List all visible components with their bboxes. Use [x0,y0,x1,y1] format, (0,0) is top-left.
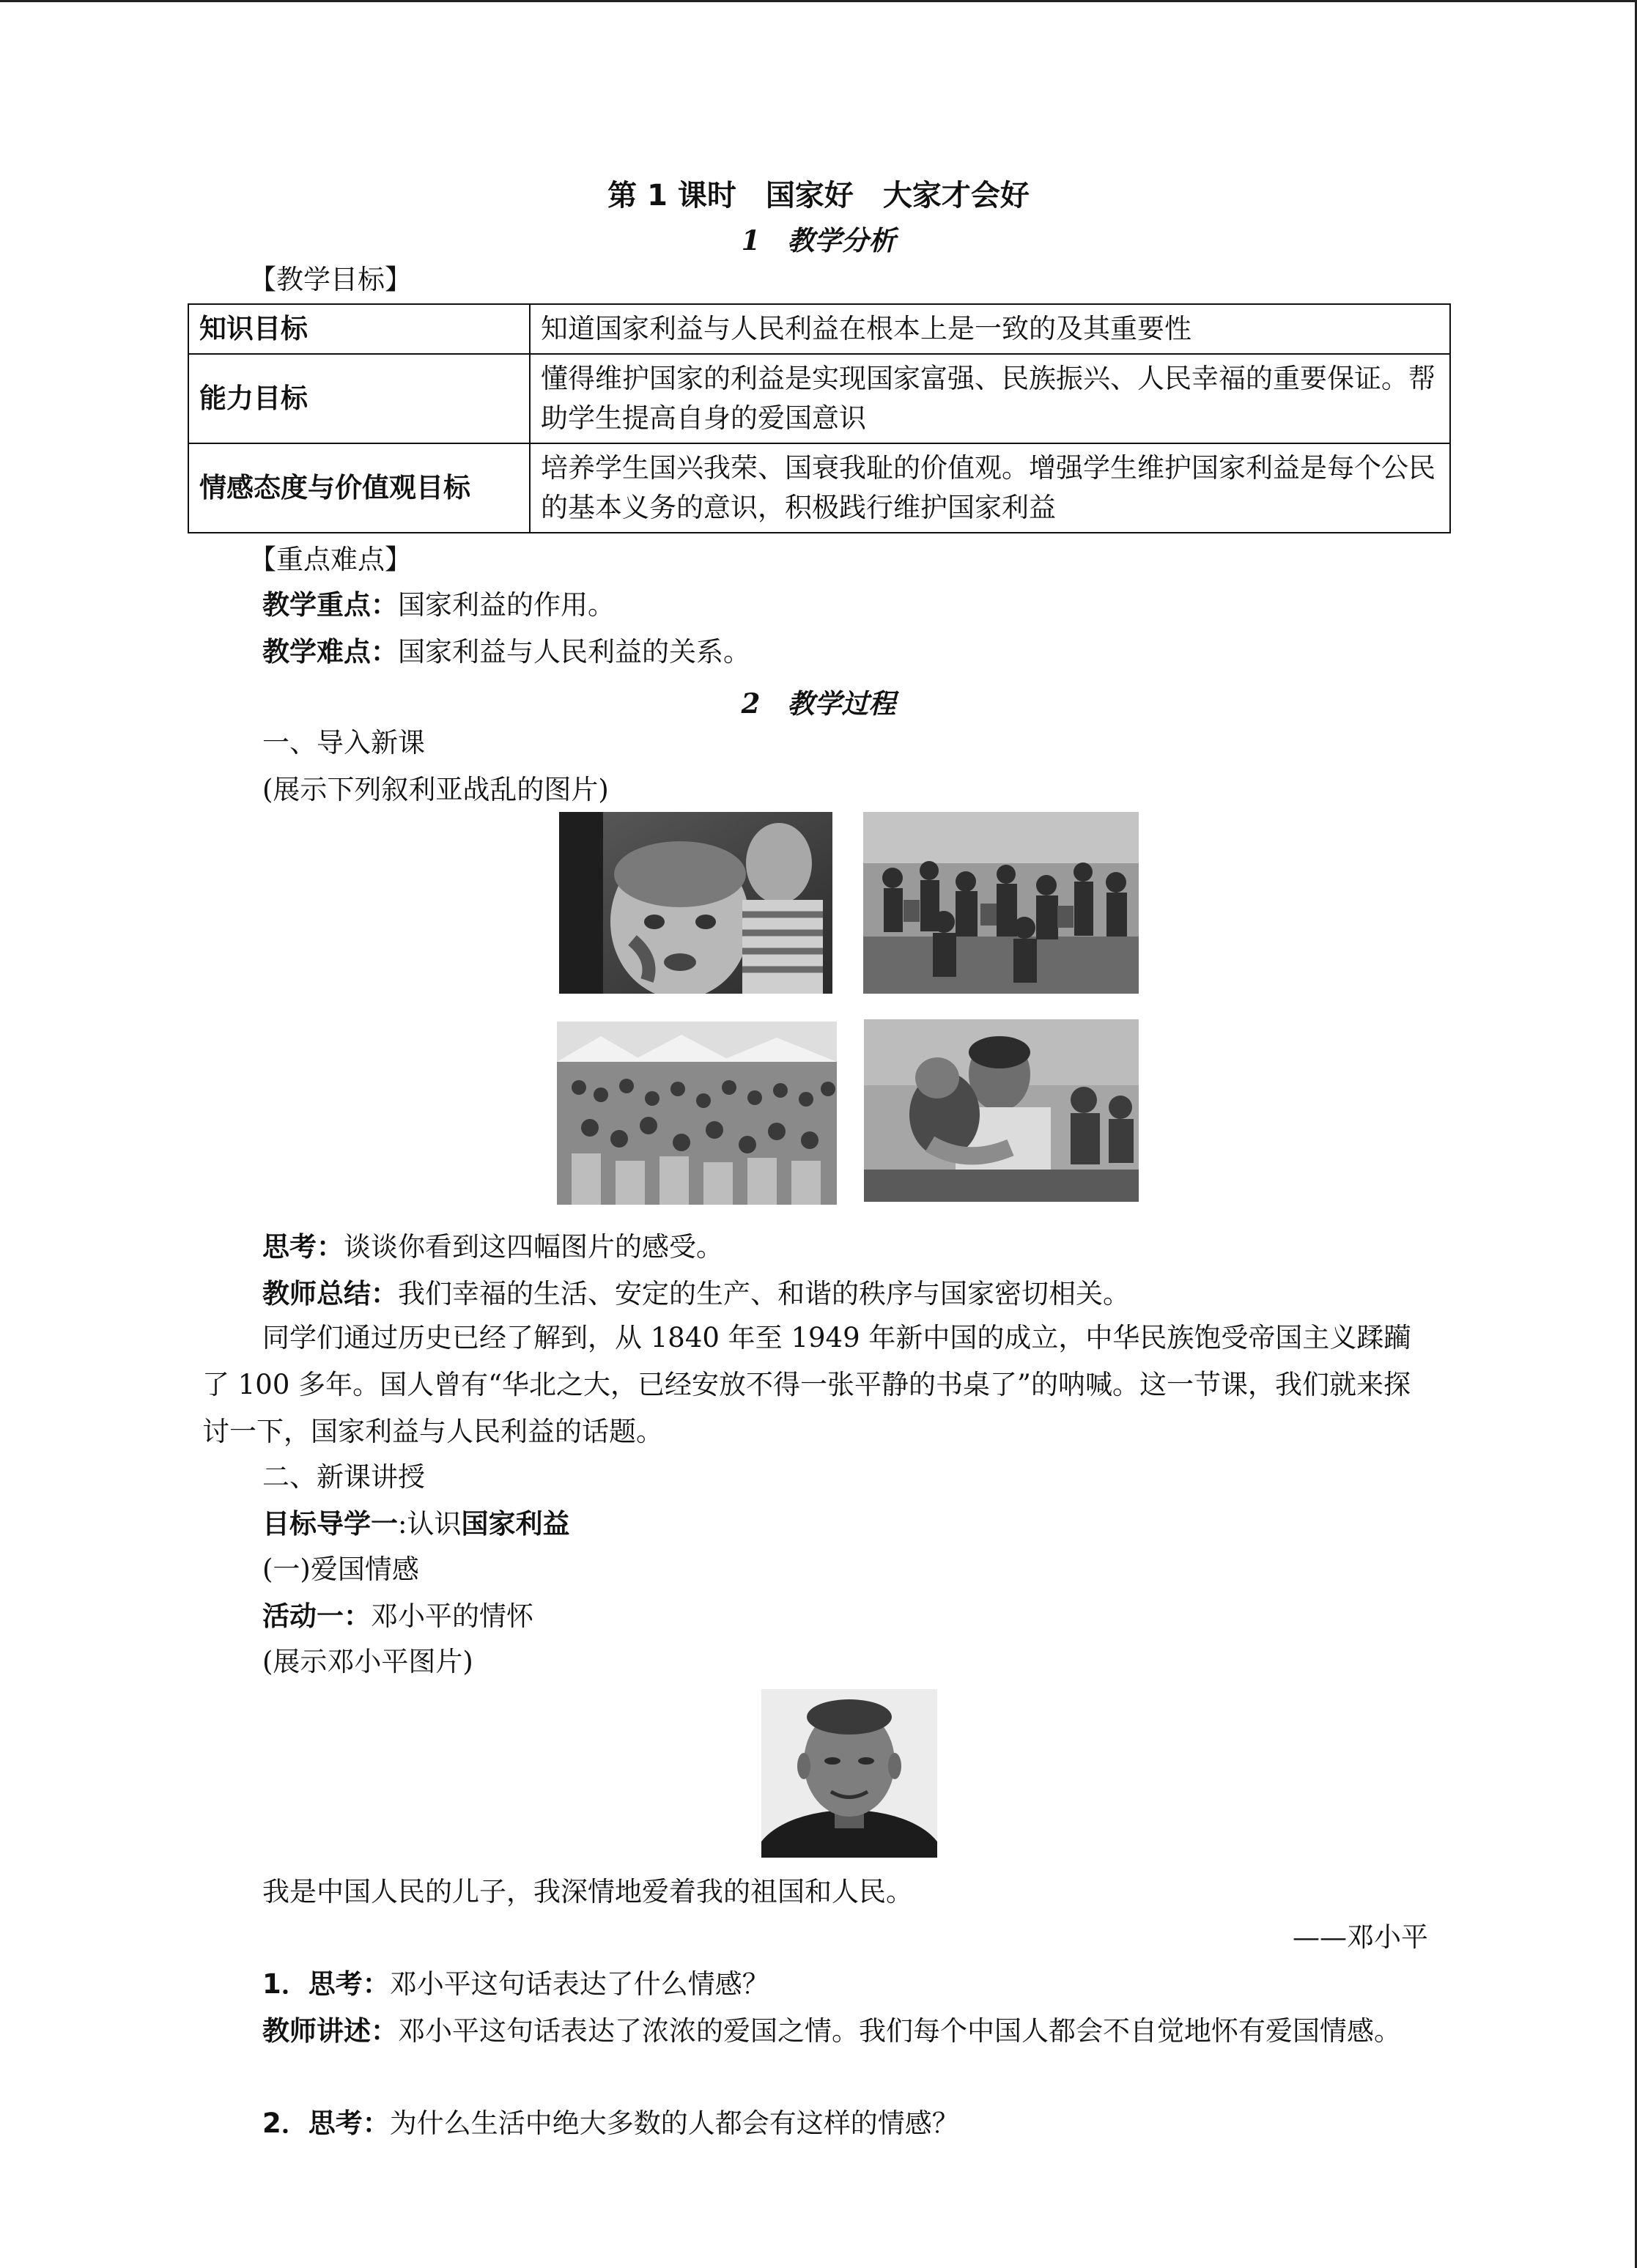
activity1-line [262,1600,533,1633]
photo-refugee-camp-crowd [557,1022,837,1205]
lesson-title: 第 1 课时 国家好 大家才会好 [607,179,1030,213]
key-point-label: 教学重点： [262,589,398,621]
goal1-colon: : [398,1508,407,1540]
objectives-heading: 【教学目标】 [249,264,412,295]
difficulty-text: 国家利益与人民利益的关系。 [398,636,750,668]
think1-label: 思考： [262,1231,344,1263]
question2-label: 2．思考： [262,2108,390,2139]
goal1-prefix: 目标导学一 [262,1508,398,1540]
key-point-line [262,589,615,621]
teacher-text: 邓小平这句话表达了浓浓的爱国之情。我们每个中国人都会不自觉地怀有爱国情感。 [398,2015,1401,2047]
think1-text: 谈谈你看到这四幅图片的感受。 [344,1231,723,1263]
objective-value: 懂得维护国家的利益是实现国家富强、民族振兴、人民幸福的重要保证。帮助学生提高自身的爱国意识 [530,354,1450,443]
objective-key: 知识目标 [188,304,530,354]
goal1-mid: 认识 [407,1508,462,1540]
key-point-text: 国家利益的作用。 [398,589,615,621]
think1-line [262,1231,723,1263]
question2-text: 为什么生活中绝大多数的人都会有这样的情感？ [389,2108,959,2139]
question1-text: 邓小平这句话表达了什么情感？ [389,1968,769,2000]
photo-crying-child [559,812,832,994]
intro-note: (展示下列叙利亚战乱的图片) [262,774,609,805]
quote-author: ——邓小平 [1293,1921,1428,1953]
photo-deng-xiaoping-portrait [761,1689,937,1858]
objective-row [188,443,1450,533]
intro-heading: 一、导入新课 [262,727,425,758]
objective-key: 情感态度与价值观目标 [188,443,530,533]
activity1-text: 邓小平的情怀 [371,1600,533,1632]
deng-photo-note: (展示邓小平图片) [262,1646,473,1677]
question1-label: 1．思考： [262,1968,390,2000]
section-heading-analysis: 1 教学分析 [741,224,896,256]
keypoints-heading: 【重点难点】 [249,544,412,575]
new-lesson-heading: 二、新课讲授 [262,1461,425,1493]
teacher-narration [202,2008,1433,2055]
objective-row [188,304,1450,354]
difficulty-line [262,636,750,668]
sub-heading-patriotism: (一)爱国情感 [262,1554,419,1585]
summary-text: 我们幸福的生活、安定的生产、和谐的秩序与国家密切相关。 [398,1278,1130,1310]
history-paragraph: 同学们通过历史已经了解到，从 1840 年至 1949 年新中国的成立，中华民族饱受帝国主义蹂躏了 100 多年。国人曾有“华北之大，已经安放不得一张平静的书桌了”的呐喊。这一节课，我们就来探讨一下，国家利益与人民利益的话题。 [202,1322,1411,1447]
photo-refugees-landing [863,812,1139,994]
objectives-table [188,303,1451,533]
question1-line [262,1968,769,2001]
goal1-line [262,1508,569,1540]
teacher-label: 教师讲述： [262,2015,398,2047]
activity1-label: 活动一： [262,1600,371,1632]
section-heading-process: 2 教学过程 [741,687,896,720]
objective-key: 能力目标 [188,354,530,443]
difficulty-label: 教学难点： [262,636,398,668]
summary-line [262,1278,1130,1310]
photo-man-carrying-child [864,1019,1139,1202]
objective-row [188,354,1450,443]
objective-value: 培养学生国兴我荣、国衰我耻的价值观。增强学生维护国家利益是每个公民的基本义务的意识，积极践行维护国家利益 [530,443,1450,533]
deng-quote: 我是中国人民的儿子，我深情地爱着我的祖国和人民。 [262,1876,913,1907]
objective-value: 知道国家利益与人民利益在根本上是一致的及其重要性 [530,304,1450,354]
goal1-strong: 国家利益 [461,1508,570,1540]
summary-label: 教师总结： [262,1278,398,1310]
question2-line [262,2108,959,2140]
